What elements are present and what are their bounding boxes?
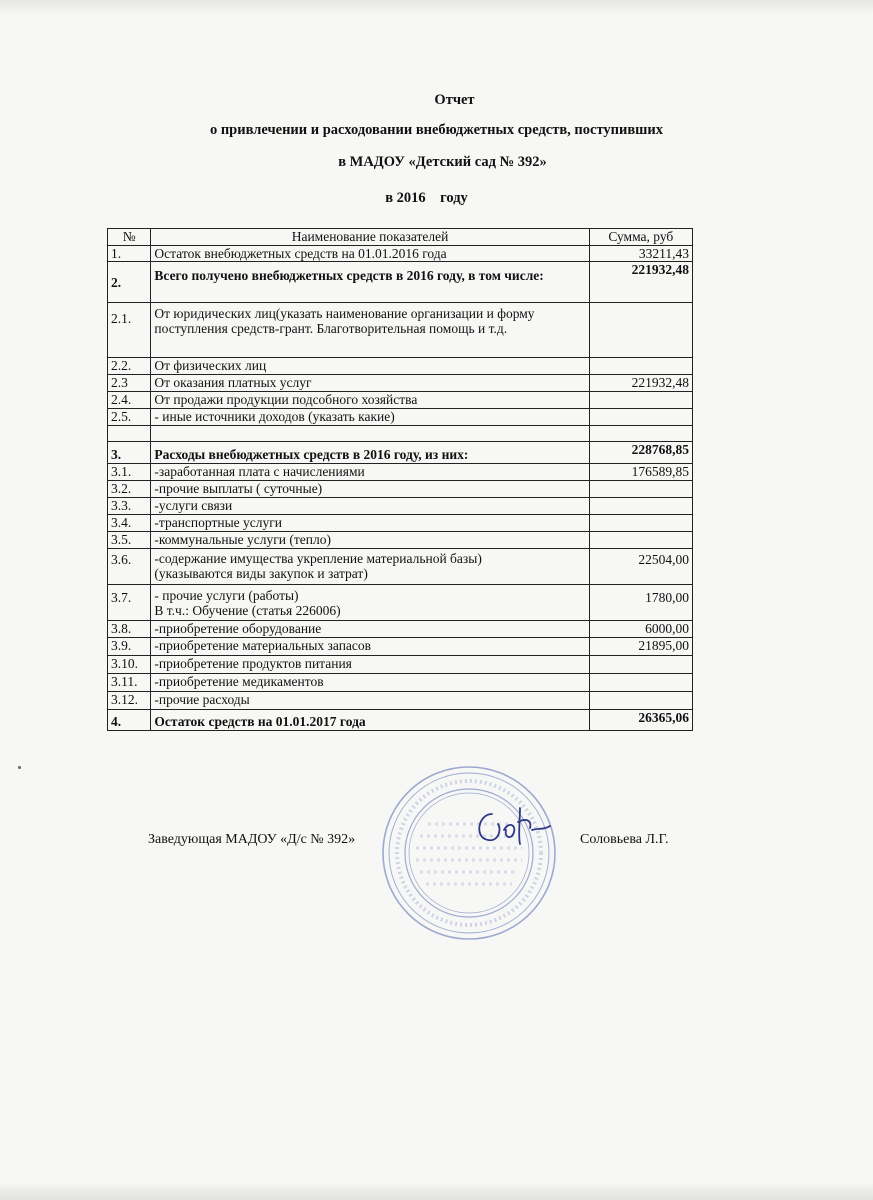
row-number: 3.10. [108, 656, 151, 674]
table-row [108, 392, 693, 409]
table-row [108, 585, 693, 621]
row-name-line1: - прочие услуги (работы) [154, 588, 299, 603]
row-name-line2: В т.ч.: Обучение (статья 226006) [154, 603, 341, 618]
table-row-empty [108, 426, 693, 442]
row-number: 3. [108, 442, 151, 464]
row-name: Остаток внебюджетных средств на 01.01.2016 года [151, 246, 589, 262]
table-row [108, 303, 693, 358]
row-sum: 21895,00 [589, 638, 692, 656]
row-sum: 228768,85 [589, 442, 692, 464]
row-sum [589, 303, 692, 358]
row-number: 2.3 [108, 375, 151, 392]
row-name: -заработанная плата с начислениями [151, 464, 589, 481]
row-name: Остаток средств на 01.01.2017 года [151, 710, 589, 731]
row-number: 3.7. [108, 585, 151, 621]
row-sum: 22504,00 [589, 549, 692, 585]
row-name: - иные источники доходов (указать какие) [151, 409, 589, 426]
row-name [151, 549, 589, 585]
row-name: -коммунальные услуги (тепло) [151, 532, 589, 549]
signatory-name: Соловьева Л.Г. [580, 832, 669, 847]
row-name: -приобретение материальных запасов [151, 638, 589, 656]
row-name: -прочие расходы [151, 692, 589, 710]
row-name-line2: (указываются виды закупок и затрат) [154, 566, 368, 581]
row-number: 3.11. [108, 674, 151, 692]
row-name: Расходы внебюджетных средств в 2016 году, из них: [151, 442, 589, 464]
organization-name: в МАДОУ «Детский сад № 392» [338, 154, 547, 170]
row-number: 3.6. [108, 549, 151, 585]
table-row [108, 674, 693, 692]
table-row [108, 442, 693, 464]
table-row [108, 656, 693, 674]
row-sum [589, 409, 692, 426]
scan-edge-bottom [0, 1182, 873, 1200]
table-row [108, 621, 693, 638]
row-number: 2.2. [108, 358, 151, 375]
header-name: Наименование показателей [151, 229, 589, 246]
row-sum: 221932,48 [589, 262, 692, 303]
scan-edge-top [0, 0, 873, 14]
row-sum [589, 358, 692, 375]
row-name [151, 585, 589, 621]
row-number [108, 426, 151, 442]
row-sum [589, 656, 692, 674]
row-number: 3.12. [108, 692, 151, 710]
row-number: 3.8. [108, 621, 151, 638]
document-title: Отчет [434, 92, 475, 108]
table-row [108, 515, 693, 532]
row-number: 3.1. [108, 464, 151, 481]
row-number: 3.9. [108, 638, 151, 656]
table-row [108, 375, 693, 392]
row-sum: 33211,43 [589, 246, 692, 262]
row-number: 2.1. [108, 303, 151, 358]
row-name [151, 426, 589, 442]
row-sum [589, 515, 692, 532]
signatory-role: Заведующая МАДОУ «Д/с № 392» [148, 832, 356, 847]
row-name: -услуги связи [151, 498, 589, 515]
row-name: -транспортные услуги [151, 515, 589, 532]
table-row [108, 246, 693, 262]
row-name: -приобретение оборудование [151, 621, 589, 638]
row-sum: 1780,00 [589, 585, 692, 621]
table-row [108, 481, 693, 498]
table-row [108, 409, 693, 426]
table-row [108, 638, 693, 656]
row-sum [589, 498, 692, 515]
report-table [107, 228, 693, 731]
row-name: -приобретение медикаментов [151, 674, 589, 692]
row-sum [589, 692, 692, 710]
row-sum [589, 481, 692, 498]
header-number: № [108, 229, 151, 246]
row-name: -прочие выплаты ( суточные) [151, 481, 589, 498]
header-sum: Сумма, руб [589, 229, 692, 246]
row-sum [589, 674, 692, 692]
row-sum [589, 532, 692, 549]
row-name: От юридических лиц(указать наименование организации и форму поступления средств-грант. Благотворительная помощь и т.д. [151, 303, 589, 358]
table-row [108, 498, 693, 515]
row-name: От физических лиц [151, 358, 589, 375]
row-number: 2. [108, 262, 151, 303]
scan-speck [18, 766, 21, 769]
round-seal-icon [380, 764, 558, 942]
table-row [108, 532, 693, 549]
row-sum: 26365,06 [589, 710, 692, 731]
report-period: в 2016 году [385, 190, 468, 206]
row-number: 2.4. [108, 392, 151, 409]
handwritten-signature-icon [468, 800, 554, 850]
row-name: -приобретение продуктов питания [151, 656, 589, 674]
document-subtitle: о привлечении и расходовании внебюджетных средств, поступивших [209, 122, 664, 138]
row-number: 3.5. [108, 532, 151, 549]
row-number: 3.3. [108, 498, 151, 515]
row-sum [589, 426, 692, 442]
table-row [108, 692, 693, 710]
row-number: 4. [108, 710, 151, 731]
row-sum: 6000,00 [589, 621, 692, 638]
row-name: Всего получено внебюджетных средств в 2016 году, в том числе: [151, 262, 589, 303]
row-number: 1. [108, 246, 151, 262]
row-sum: 176589,85 [589, 464, 692, 481]
table-row [108, 549, 693, 585]
table-row [108, 710, 693, 731]
row-name: От оказания платных услуг [151, 375, 589, 392]
row-number: 2.5. [108, 409, 151, 426]
row-name: От продажи продукции подсобного хозяйства [151, 392, 589, 409]
row-number: 3.4. [108, 515, 151, 532]
table-row [108, 262, 693, 303]
row-sum [589, 392, 692, 409]
row-number: 3.2. [108, 481, 151, 498]
table-row [108, 358, 693, 375]
table-row [108, 464, 693, 481]
row-sum: 221932,48 [589, 375, 692, 392]
table-header-row [108, 229, 693, 246]
row-name-line1: -содержание имущества укрепление материальной базы) [154, 551, 482, 566]
